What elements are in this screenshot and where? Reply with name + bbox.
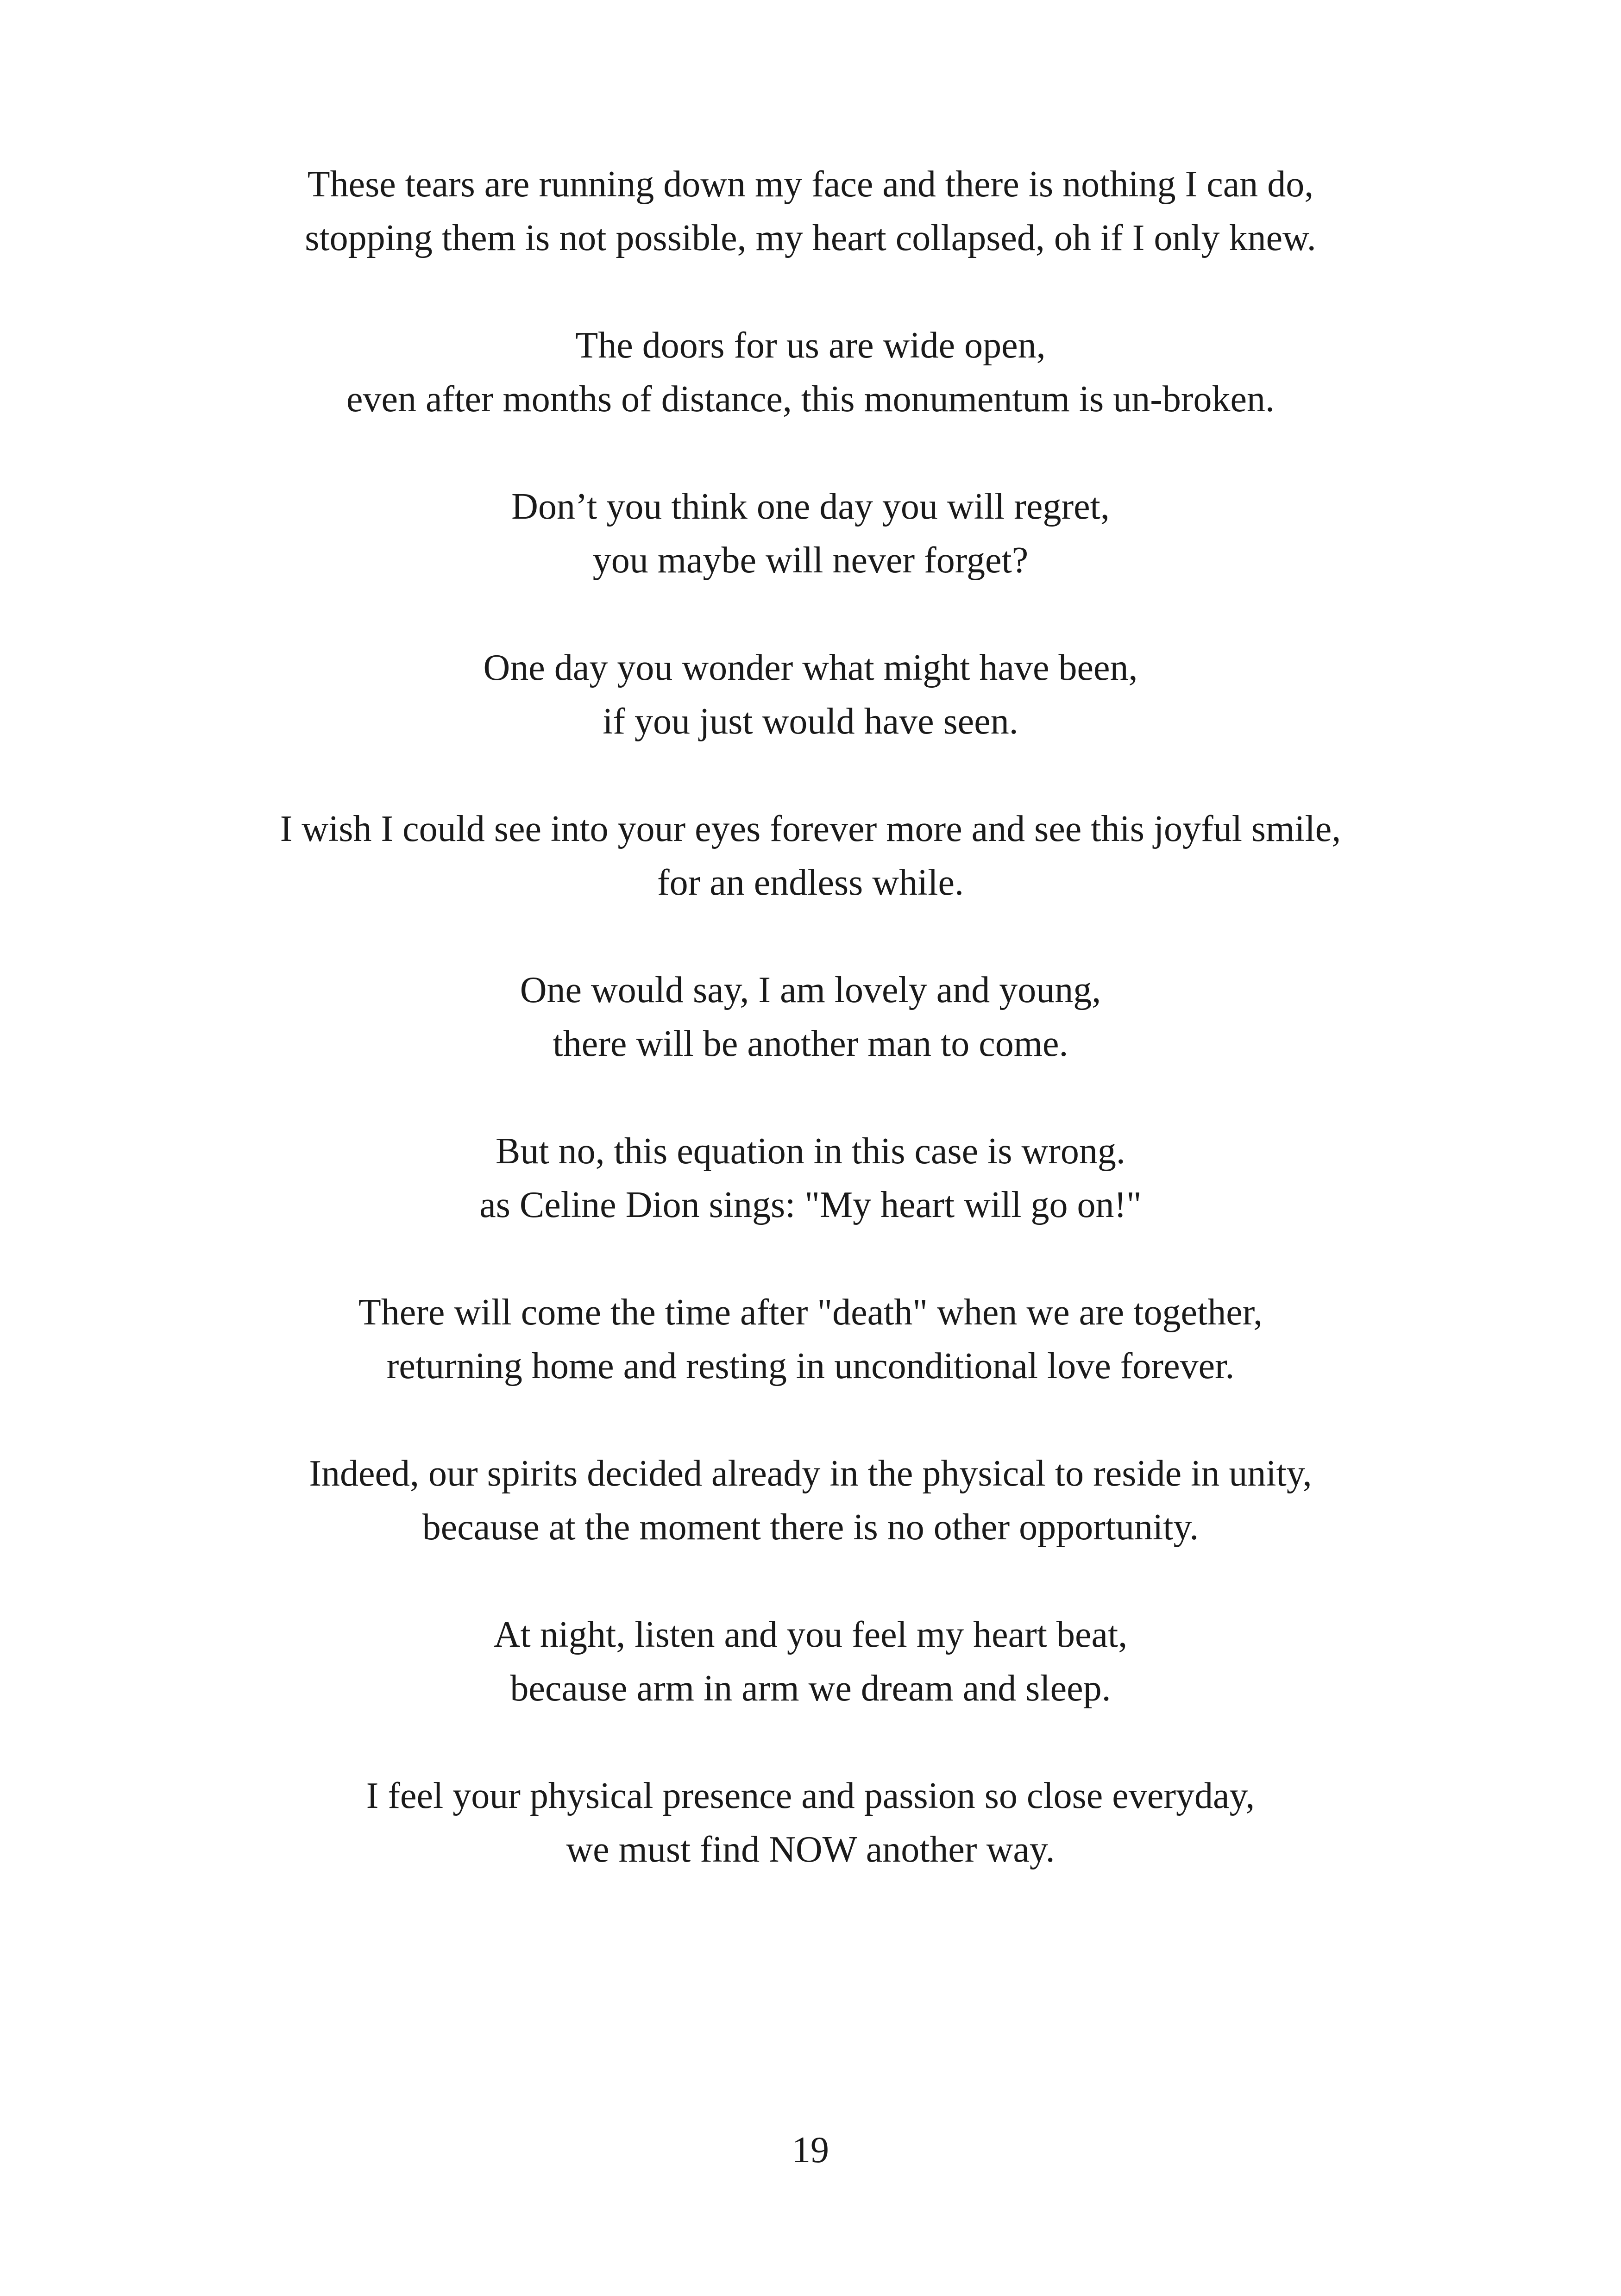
stanza xyxy=(93,1447,1528,1554)
poem-line: because arm in arm we dream and sleep. xyxy=(510,1668,1111,1709)
poem-line: One would say, I am lovely and young, xyxy=(520,970,1101,1010)
poem-line: Indeed, our spirits decided already in the physical to reside in unity, xyxy=(309,1453,1312,1494)
poem-line: because at the moment there is no other opportunity. xyxy=(422,1507,1199,1548)
poem-line: we must find NOW another way. xyxy=(566,1829,1055,1870)
stanza xyxy=(93,963,1528,1071)
poem-line: even after months of distance, this monumentum is un-broken. xyxy=(346,379,1275,420)
poem xyxy=(93,157,1528,1930)
poem-line: But no, this equation in this case is wrong. xyxy=(496,1131,1125,1172)
stanza xyxy=(93,1769,1528,1876)
poem-line: At night, listen and you feel my heart beat, xyxy=(493,1614,1128,1655)
poem-line: Don’t you think one day you will regret, xyxy=(511,486,1110,527)
poem-line: you maybe will never forget? xyxy=(592,540,1029,581)
poem-line: there will be another man to come. xyxy=(553,1023,1068,1064)
stanza xyxy=(93,1124,1528,1232)
poem-line: stopping them is not possible, my heart collapsed, oh if I only knew. xyxy=(305,218,1316,258)
stanza xyxy=(93,1286,1528,1393)
stanza xyxy=(93,480,1528,587)
poem-line: as Celine Dion sings: "My heart will go on!" xyxy=(479,1185,1142,1225)
poem-line: I wish I could see into your eyes forever more and see this joyful smile, xyxy=(280,809,1341,849)
poem-line: The doors for us are wide open, xyxy=(575,325,1046,366)
stanza xyxy=(93,319,1528,426)
poem-line: These tears are running down my face and there is nothing I can do, xyxy=(307,164,1314,205)
poem-line: returning home and resting in unconditional love forever. xyxy=(386,1346,1235,1386)
stanza xyxy=(93,1608,1528,1715)
stanza xyxy=(93,641,1528,748)
poem-line: One day you wonder what might have been, xyxy=(483,647,1138,688)
stanza xyxy=(93,802,1528,910)
poem-line: for an endless while. xyxy=(657,862,964,903)
poem-line: if you just would have seen. xyxy=(603,701,1018,742)
stanza xyxy=(93,157,1528,265)
poem-line: There will come the time after "death" when we are together, xyxy=(358,1292,1263,1333)
poem-line: I feel your physical presence and passion so close everyday, xyxy=(366,1775,1255,1816)
page-number: 19 xyxy=(792,2130,829,2171)
